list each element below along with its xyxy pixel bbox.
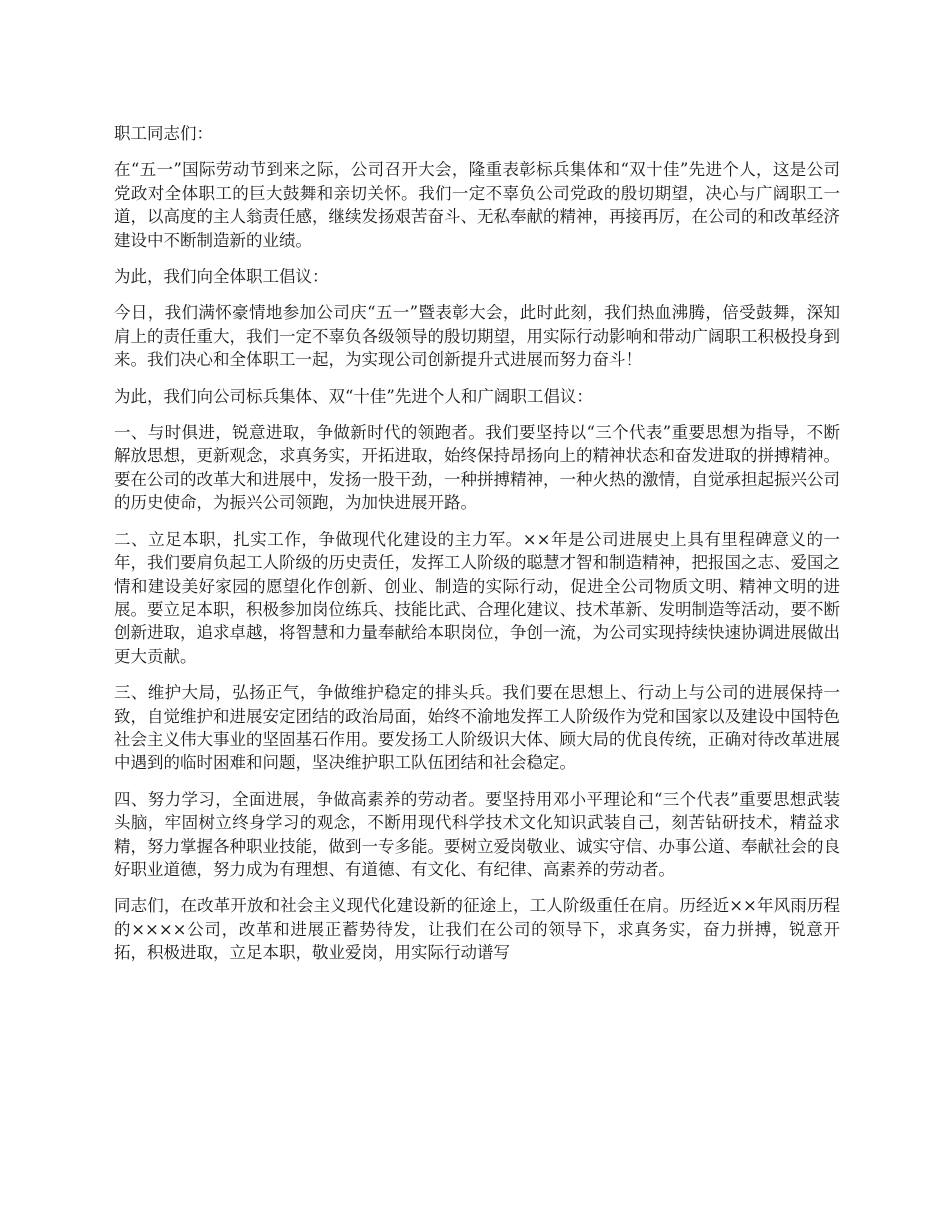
paragraph-proposal-heading-1: 为此，我们向全体职工倡议： xyxy=(114,267,329,287)
paragraph-point-four: 四、努力学习，全面进展，争做高素养的劳动者。要坚持用邓小平理论和“三个代表”重要思想武装头脑，牢固树立终身学习的观念，不断用现代科学技术文化知识武装自己，刻苦钻研技术，精益求精，努力掌握各种职业技能，做到一专多能。要树立爱岗敬业、诚实守信、办事公道、奉献社会的良好职业道德，努力成为有理想、有道德、有文化、有纪律、高素养的劳动者。 xyxy=(114,789,840,879)
paragraph-proposal-heading-2: 为此，我们向公司标兵集体、双“十佳”先进个人和广阔职工倡议： xyxy=(114,386,593,406)
paragraph-closing: 同志们，在改革开放和社会主义现代化建设新的征途上，工人阶级重任在肩。历经近××年风雨历程的××××公司，改革和进展正蓄势待发，让我们在公司的领导下，求真务实，奋力拼搏，锐意开拓，积极进取，立足本职，敬业爱岗，用实际行动谱写 xyxy=(114,896,840,963)
paragraph-intro: 在“五一”国际劳动节到来之际，公司召开大会，隆重表彰标兵集体和“双十佳”先进个人，这是公司党政对全体职工的巨大鼓舞和亲切关怀。我们一定不辜负公司党政的殷切期望，决心与广阔职工一道，以高度的主人翁责任感，继续发扬艰苦奋斗、无私奉献的精神，再接再厉，在公司的和改革经济建设中不断制造新的业绩。 xyxy=(114,160,840,250)
document-page xyxy=(114,122,840,978)
paragraph-point-three: 三、维护大局，弘扬正气，争做维护稳定的排头兵。我们要在思想上、行动上与公司的进展保持一致，自觉维护和进展安定团结的政治局面，始终不渝地发挥工人阶级作为党和国家以及建设中国特色社会主义伟大事业的坚固基石作用。要发扬工人阶级识大体、顾大局的优良传统，正确对待改革进展中遇到的临时困难和问题，坚决维护职工队伍团结和社会稳定。 xyxy=(114,683,840,773)
paragraph-point-one: 一、与时俱进，锐意进取，争做新时代的领跑者。我们要坚持以“三个代表”重要思想为指导，不断解放思想，更新观念，求真务实，开拓进取，始终保持昂扬向上的精神状态和奋发进取的拼搏精神。要在公司的改革大和进展中，发扬一股干劲，一种拼搏精神，一种火热的激情，自觉承担起振兴公司的历史使命，为振兴公司领跑，为加快进展开路。 xyxy=(114,423,840,513)
paragraph-today: 今日，我们满怀豪情地参加公司庆“五一”暨表彰大会，此时此刻，我们热血沸腾，倍受鼓舞，深知肩上的责任重大，我们一定不辜负各级领导的殷切期望，用实际行动影响和带动广阔职工积极投身到来。我们决心和全体职工一起，为实现公司创新提升式进展而努力奋斗！ xyxy=(114,303,840,370)
salutation: 职工同志们： xyxy=(114,124,213,143)
paragraph-point-two: 二、立足本职，扎实工作，争做现代化建设的主力军。××年是公司进展史上具有里程碑意义的一年，我们要肩负起工人阶级的历史责任，发挥工人阶级的聪慧才智和制造精神，把报国之志、爱国之情和建设美好家园的愿望化作创新、创业、制造的实际行动，促进全公司物质文明、精神文明的进展。要立足本职，积极参加岗位练兵、技能比武、合理化建议、技术革新、发明制造等活动，要不断创新进取，追求卓越，将智慧和力量奉献给本职岗位，争创一流，为公司实现持续快速协调进展做出更大贡献。 xyxy=(114,529,840,666)
